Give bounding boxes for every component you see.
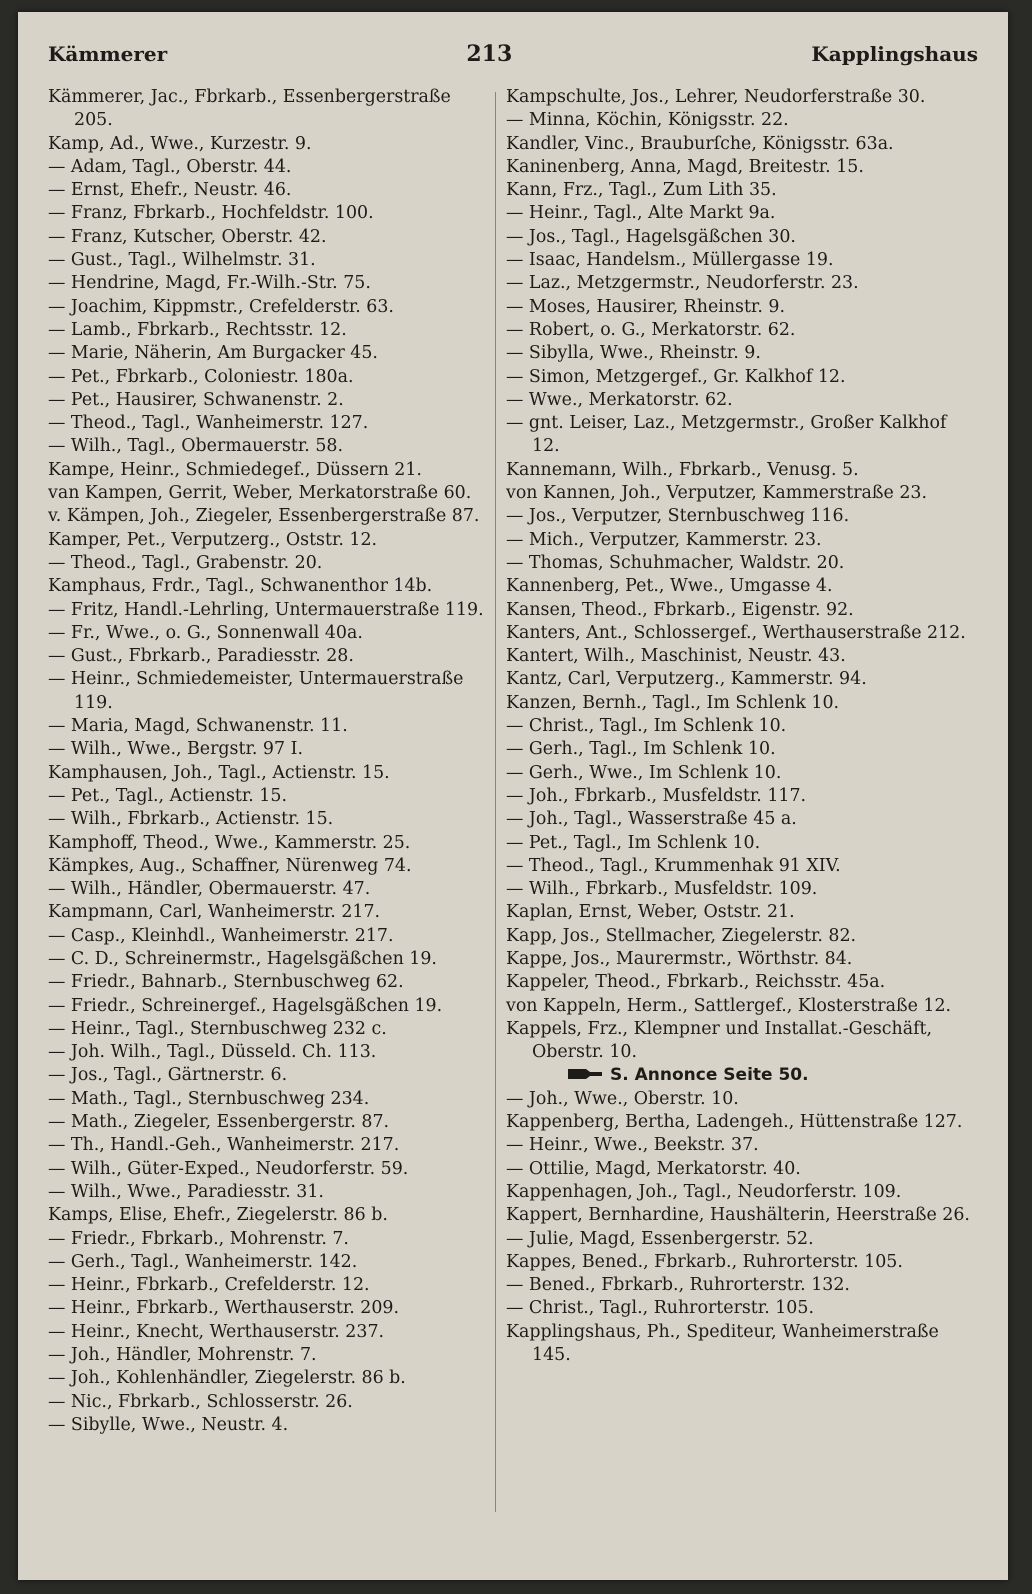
directory-entry: Kapplingshaus, Ph., Spediteur, Wanheimerstraße 145. [506,1321,939,1366]
annonce-note [566,1064,976,1087]
directory-entry: — Gust., Tagl., Wilhelmstr. 31. [48,250,316,271]
directory-entry: — Hendrine, Magd, Fr.-Wilh.-Str. 75. [48,273,371,294]
directory-entry: — Jos., Tagl., Hagelsgäßchen 30. [506,226,796,247]
directory-entry: von Kannen, Joh., Verputzer, Kammerstraße 23. [506,483,927,504]
directory-entry: Kampschulte, Jos., Lehrer, Neudorferstraße 30. [506,87,926,107]
directory-entry: — Wilh., Händler, Obermauerstr. 47. [48,879,371,900]
directory-entry: — Joh., Händler, Mohrenstr. 7. [48,1345,317,1366]
directory-entry: Kannemann, Wilh., Fbrkarb., Venusg. 5. [506,459,859,480]
directory-entry: — Lamb., Fbrkarb., Rechtsstr. 12. [48,319,347,340]
directory-entry: Kantert, Wilh., Maschinist, Neustr. 43. [506,646,846,667]
directory-entry: — Isaac, Handelsm., Müllergasse 19. [506,250,834,271]
directory-entry: Kanzen, Bernh., Tagl., Im Schlenk 10. [506,692,840,713]
directory-entry: — Bened., Fbrkarb., Ruhrorterstr. 132. [506,1275,850,1296]
directory-entry: — Wilh., Fbrkarb., Musfeldstr. 109. [506,879,818,900]
directory-entry: Kämmerer, Jac., Fbrkarb., Essenbergerstraße 205. [48,87,451,131]
directory-entry: — Julie, Magd, Essenbergerstr. 52. [506,1228,814,1249]
directory-entry: — Wilh., Tagl., Obermauerstr. 58. [48,436,343,457]
directory-entry: — Pet., Tagl., Actienstr. 15. [48,785,287,806]
directory-entry: — Franz, Fbrkarb., Hochfeldstr. 100. [48,203,374,224]
directory-entry: Kappeler, Theod., Fbrkarb., Reichsstr. 45a. [506,972,886,993]
directory-entry: Kappenhagen, Joh., Tagl., Neudorferstr. 109. [506,1181,902,1202]
directory-entry: Kanters, Ant., Schlossergef., Werthauserstraße 212. [506,622,966,643]
directory-entry: — Thomas, Schuhmacher, Waldstr. 20. [506,552,845,573]
directory-entry: — Franz, Kutscher, Oberstr. 42. [48,226,327,247]
page-number: 213 [466,41,513,67]
header-right-keyword: Kapplingshaus [811,42,978,66]
directory-entry: — Ernst, Ehefr., Neustr. 46. [48,180,292,201]
directory-entry: — Wwe., Merkatorstr. 62. [506,389,733,410]
directory-entry: — Theod., Tagl., Grabenstr. 20. [48,552,323,573]
directory-entry: — Christ., Tagl., Im Schlenk 10. [506,716,787,737]
directory-entry: v. Kämpen, Joh., Ziegeler, Essenbergerstraße 87. [48,506,480,527]
directory-entry: — Heinr., Tagl., Sternbuschweg 232 c. [48,1018,387,1039]
directory-entry: — Heinr., Fbrkarb., Werthauserstr. 209. [48,1298,400,1319]
directory-entry: — Heinr., Wwe., Beekstr. 37. [506,1135,759,1156]
directory-entry: — Wilh., Wwe., Paradiesstr. 31. [48,1181,324,1202]
directory-entry: Kappels, Frz., Klempner und Installat.-Geschäft, Oberstr. 10. [506,1018,933,1063]
directory-entry: — Wilh., Güter-Exped., Neudorferstr. 59. [48,1158,409,1179]
directory-entry: — gnt. Leiser, Laz., Metzgermstr., Großer Kalkhof 12. [506,413,947,457]
directory-entry: — Ottilie, Magd, Merkatorstr. 40. [506,1158,801,1179]
directory-entry: — Gerh., Wwe., Im Schlenk 10. [506,762,782,783]
column-divider [495,92,496,1512]
directory-entry: — Fritz, Handl.-Lehrling, Untermauerstraße 119. [48,599,484,620]
directory-entry: — Pet., Tagl., Im Schlenk 10. [506,832,761,853]
directory-entry: — Moses, Hausirer, Rheinstr. 9. [506,296,785,317]
directory-entry: — Jos., Tagl., Gärtnerstr. 6. [48,1065,288,1086]
directory-entry: — Robert, o. G., Merkatorstr. 62. [506,319,796,340]
directory-entry: — Sibylla, Wwe., Rheinstr. 9. [506,343,761,364]
directory-entry: — Heinr., Tagl., Alte Markt 9a. [506,203,776,224]
directory-entry: Kapp, Jos., Stellmacher, Ziegelerstr. 82. [506,925,857,946]
directory-entry: — Heinr., Fbrkarb., Crefelderstr. 12. [48,1275,370,1296]
directory-entry: Kansen, Theod., Fbrkarb., Eigenstr. 92. [506,599,854,620]
directory-entry: Kamphaus, Frdr., Tagl., Schwanenthor 14b. [48,576,433,597]
directory-entry: Kamper, Pet., Verputzerg., Oststr. 12. [48,529,378,550]
directory-entry: Kann, Frz., Tagl., Zum Lith 35. [506,180,777,201]
directory-entry: — Wilh., Wwe., Bergstr. 97 I. [48,739,303,760]
directory-entry: Kamphoff, Theod., Wwe., Kammerstr. 25. [48,832,411,853]
directory-entry: — Laz., Metzgermstr., Neudorferstr. 23. [506,273,859,294]
directory-page [18,12,1008,1580]
directory-entry: — Gerh., Tagl., Im Schlenk 10. [506,739,776,760]
directory-entry: — Jos., Verputzer, Sternbuschweg 116. [506,506,850,527]
directory-entry: Kannenberg, Pet., Wwe., Umgasse 4. [506,576,833,597]
directory-entry: — Theod., Tagl., Krummenhak 91 XIV. [506,855,841,876]
pointing-hand-icon [566,1066,604,1082]
directory-entry: — Fr., Wwe., o. G., Sonnenwall 40a. [48,622,363,643]
directory-entry: — Pet., Fbrkarb., Coloniestr. 180a. [48,366,354,387]
directory-entry: Kappes, Bened., Fbrkarb., Ruhrorterstr. 105. [506,1251,903,1272]
directory-entry: — Minna, Köchin, Königsstr. 22. [506,110,789,131]
directory-entry: — Nic., Fbrkarb., Schlosserstr. 26. [48,1391,353,1412]
directory-entry: — Adam, Tagl., Oberstr. 44. [48,156,292,177]
directory-entry: Kappenberg, Bertha, Ladengeh., Hüttenstraße 127. [506,1112,963,1133]
directory-entry: — Friedr., Bahnarb., Sternbuschweg 62. [48,972,404,993]
directory-entry: Kandler, Vinc., Brauburſche, Königsstr. 63a. [506,133,894,154]
directory-entry: — Christ., Tagl., Ruhrorterstr. 105. [506,1298,814,1319]
directory-entry: Kappe, Jos., Maurermstr., Wörthstr. 84. [506,948,853,969]
directory-entry: Kantz, Carl, Verputzerg., Kammerstr. 94. [506,669,867,690]
right-column [506,86,976,1367]
directory-entry: — Joh., Wwe., Oberstr. 10. [506,1088,739,1109]
directory-entry: — Wilh., Fbrkarb., Actienstr. 15. [48,809,334,830]
directory-entry: — Maria, Magd, Schwanenstr. 11. [48,716,348,737]
directory-entry: — Heinr., Knecht, Werthauserstr. 237. [48,1321,385,1342]
page-header [48,34,978,74]
directory-entry: — Theod., Tagl., Wanheimerstr. 127. [48,413,369,434]
directory-entry: — Marie, Näherin, Am Burgacker 45. [48,343,378,364]
directory-entry: Kaninenberg, Anna, Magd, Breitestr. 15. [506,156,864,177]
directory-entry: — Math., Ziegeler, Essenbergerstr. 87. [48,1112,390,1133]
directory-entry: — Joh., Fbrkarb., Musfeldstr. 117. [506,785,807,806]
directory-entry: — Gust., Fbrkarb., Paradiesstr. 28. [48,646,354,667]
directory-entry: Kamp, Ad., Wwe., Kurzestr. 9. [48,133,312,154]
directory-entry: — Friedr., Fbrkarb., Mohrenstr. 7. [48,1228,349,1249]
directory-entry: Kampmann, Carl, Wanheimerstr. 217. [48,902,381,923]
directory-entry: — Joh., Kohlenhändler, Ziegelerstr. 86 b. [48,1368,406,1389]
directory-entry: van Kampen, Gerrit, Weber, Merkatorstraße 60. [48,483,472,504]
directory-entry: — Math., Tagl., Sternbuschweg 234. [48,1088,370,1109]
directory-entry: — C. D., Schreinermstr., Hagelsgäßchen 19. [48,948,437,969]
directory-entry: — Pet., Hausirer, Schwanenstr. 2. [48,389,344,410]
directory-entry: — Friedr., Schreinergef., Hagelsgäßchen 19. [48,995,443,1016]
directory-entry: — Mich., Verputzer, Kammerstr. 23. [506,529,822,550]
directory-entry: Kappert, Bernhardine, Haushälterin, Heerstraße 26. [506,1205,970,1226]
directory-entry: Kamphausen, Joh., Tagl., Actienstr. 15. [48,762,390,783]
directory-entry: — Simon, Metzgergef., Gr. Kalkhof 12. [506,366,846,387]
directory-entry: — Heinr., Schmiedemeister, Untermauerstraße 119. [48,669,464,713]
directory-entry: Kampe, Heinr., Schmiedegef., Düssern 21. [48,459,422,480]
directory-entry: — Gerh., Tagl., Wanheimerstr. 142. [48,1251,358,1272]
directory-entry: — Sibylle, Wwe., Neustr. 4. [48,1414,289,1435]
header-left-keyword: Kämmerer [48,42,168,66]
annonce-text: S. Annonce Seite 50. [610,1065,809,1086]
left-column [48,86,488,1437]
directory-entry: — Joachim, Kippmstr., Crefelderstr. 63. [48,296,394,317]
directory-entry: von Kappeln, Herm., Sattlergef., Klosterstraße 12. [506,995,952,1016]
directory-entry: Kämpkes, Aug., Schaffner, Nürenweg 74. [48,855,412,876]
directory-entry: — Th., Handl.-Geh., Wanheimerstr. 217. [48,1135,400,1156]
directory-entry: — Casp., Kleinhdl., Wanheimerstr. 217. [48,925,394,946]
directory-entry: — Joh., Tagl., Wasserstraße 45 a. [506,809,797,830]
directory-entry: Kamps, Elise, Ehefr., Ziegelerstr. 86 b. [48,1205,388,1226]
directory-entry: Kaplan, Ernst, Weber, Oststr. 21. [506,902,795,923]
directory-entry: — Joh. Wilh., Tagl., Düsseld. Ch. 113. [48,1042,377,1063]
